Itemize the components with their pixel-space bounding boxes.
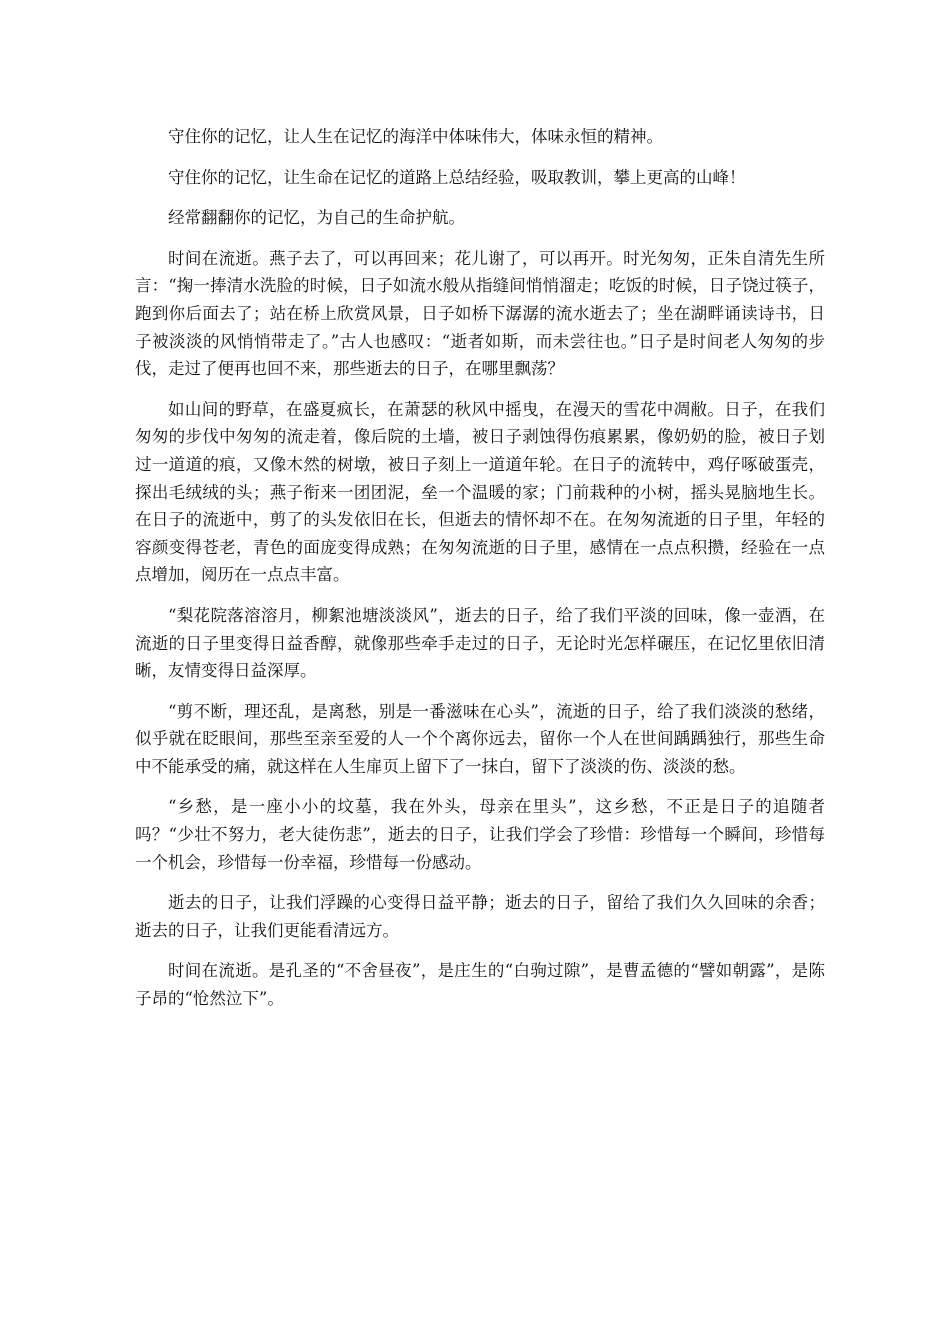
paragraph-2: 守住你的记忆，让生命在记忆的道路上总结经验，吸取教训，攀上更高的山峰！ (168, 167, 746, 187)
paragraph-3: 经常翻翻你的记忆，为自己的生命护航。 (168, 208, 465, 228)
paragraph-1: 守住你的记忆，让人生在记忆的海洋中体味伟大，体味永恒的精神。 (168, 127, 663, 146)
paragraph-6: “梨花院落溶溶月，柳絮池塘淡淡风”，逝去的日子，给了我们平淡的回味，像一壶酒，在流逝的日子里变得日益香醇，就像那些牵手走过的日子，无论时光怎样碾压，在记忆里依旧清晰，友情变得日益深厚。 (135, 605, 825, 681)
paragraph-10: 时间在流逝。是孔圣的“不舍昼夜”，是庄生的“白驹过隙”，是曹孟德的“譬如朝露”，是陈子昂的“怆然泣下”。 (135, 961, 825, 1009)
paragraph-4: 时间在流逝。燕子去了，可以再回来；花儿谢了，可以再开。时光匆匆，正朱自清先生所言：“掬一捧清水洗脸的时候，日子如流水般从指缝间悄悄溜走；吃饭的时候，日子饶过筷子，跑到你后面去了；站在桥上欣赏风景，日子如桥下潺潺的流水逝去了；坐在湖畔诵读诗书，日子被淡淡的风悄悄带走了。”古人也感叹：“逝者如斯，而未尝往也。”日子是时间老人匆匆的步伐，走过了便再也回不来，那些逝去的日子，在哪里飘荡？ (135, 248, 825, 379)
paragraph-8: “乡愁，是一座小小的坟墓，我在外头，母亲在里头”，这乡愁，不正是日子的追随者吗？“少壮不努力，老大徒伤悲”，逝去的日子，让我们学会了珍惜：珍惜每一个瞬间，珍惜每一个机会，珍惜每一份幸福，珍惜每一份感动。 (135, 797, 825, 872)
paragraph-5: 如山间的野草，在盛夏疯长，在萧瑟的秋风中摇曳，在漫天的雪花中凋敝。日子，在我们匆匆的步伐中匆匆的流走着，像后院的土墙，被日子剥蚀得伤痕累累，像奶奶的脸，被日子划过一道道的痕，又像木然的树墩，被日子刻上一道道年轮。在日子的流转中，鸡仔啄破蛋壳，探出毛绒绒的头；燕子衔来一团团泥，垒一个温暖的家；门前栽种的小树，摇头晃脑地生长。在日子的流逝中，剪了的头发依旧在长，但逝去的情怀却不在。在匆匆流逝的日子里，年轻的容颜变得苍老，青色的面庞变得成熟；在匆匆流逝的日子里，感情在一点点积攒，经验在一点点增加，阅历在一点点丰富。 (135, 399, 825, 585)
paragraph-9: 逝去的日子，让我们浮躁的心变得日益平静；逝去的日子，留给了我们久久回味的余香；逝去的日子，让我们更能看清远方。 (135, 893, 825, 940)
paragraph-7: “剪不断，理还乱，是离愁，别是一番滋味在心头”，流逝的日子，给了我们淡淡的愁绪，似乎就在眨眼间，那些至亲至爱的人一个个离你远去，留你一个人在世间踽踽独行，那些生命中不能承受的痛，就这样在人生扉页上留下了一抹白，留下了淡淡的伤、淡淡的愁。 (135, 701, 825, 776)
document-body (135, 123, 825, 1026)
